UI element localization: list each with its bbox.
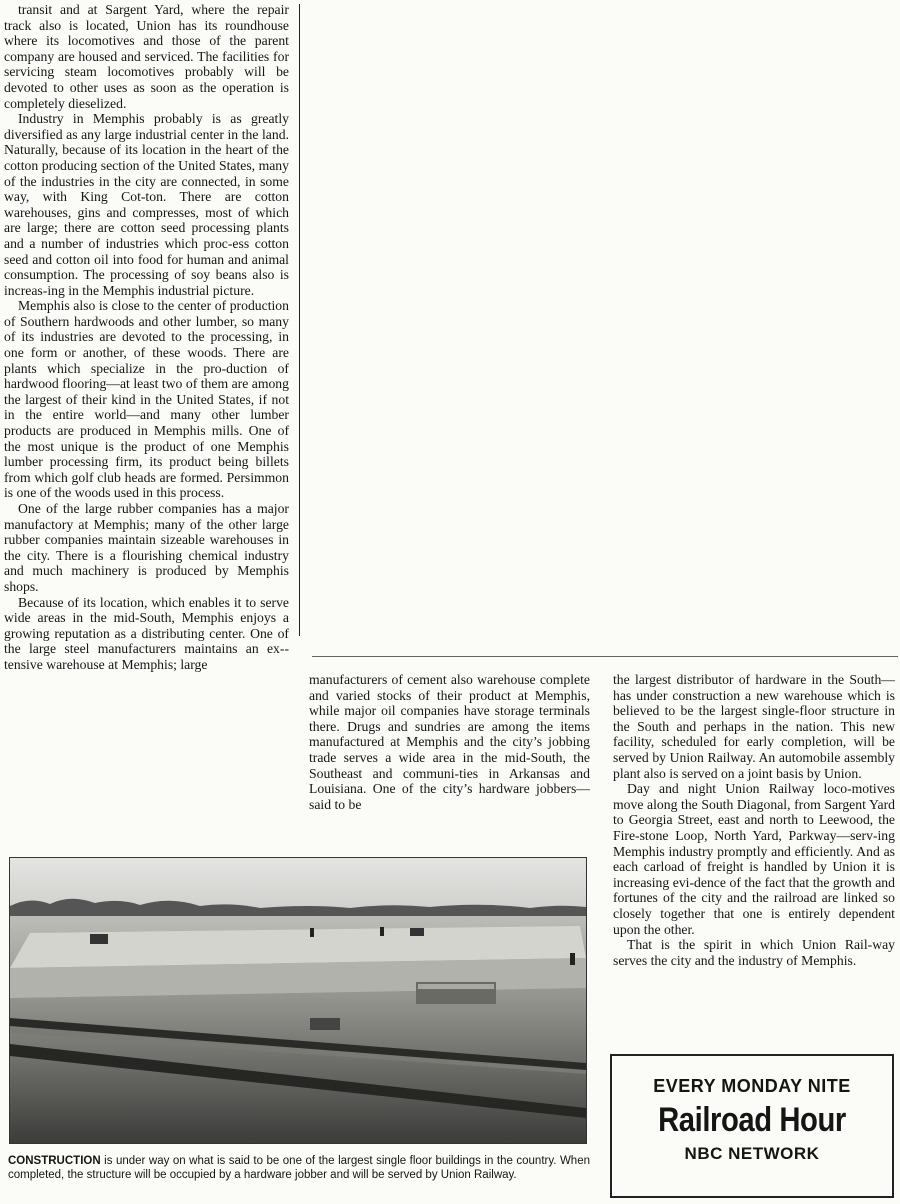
caption-lead: CONSTRUCTION <box>8 1155 101 1167</box>
paragraph: the largest distributor of hardware in the South—has under construction a new warehouse which is believed to be the largest single-floor structure in the South and perhaps in the nation. This new facility, scheduled for early completion, will be served by Union Railway. An automobile assembly plant also is served on a joint basis by Union. <box>613 672 895 781</box>
section-divider <box>312 656 898 657</box>
paragraph: Industry in Memphis probably is as greatly diversified as any large industrial center in the land. Naturally, because of its location in the heart of the cotton producing section of the United States, many of the industries in the city are connected, in some way, with King Cot-ton. There are cotton warehouses, gins and compresses, most of which are large; there are cotton seed processing plants and a number of industries which proc-ess cotton seed and cotton oil into food for human and animal consumption. The processing of soy beans also is increas-ing in the Memphis industrial picture. <box>4 111 289 298</box>
paragraph: Day and night Union Railway loco-motives move along the South Diagonal, from Sargent Yard to Georgia Street, east and north to Leewood, the Fire-stone Loop, North Yard, Parkway—serv-ing Memphis industry promptly and efficiently. And as each carload of freight is handled by Union it is increasing evi-dence of the fact that the growth and fortunes of the city and the railroad are linked so closely together that one is entirely dependent upon the other. <box>613 781 895 937</box>
column-divider <box>299 4 300 636</box>
ad-title: Railroad Hour <box>658 1101 846 1139</box>
paragraph: That is the spirit in which Union Rail-way serves the city and the industry of Memphis. <box>613 937 895 968</box>
paragraph: manufacturers of cement also warehouse complete and varied stocks of their product at Memphis, while major oil companies have storage terminals there. Drugs and sundries are among the items manufactured at Memphis and the city’s jobbing trade serves a wide area in the mid-South, the Southeast and communi-ties in Arkansas and Louisiana. One of the city’s hardware jobbers—said to be <box>309 672 590 812</box>
paragraph: Because of its location, which enables it to serve wide areas in the mid-South, Memphis enjoys a growing reputation as a distributing center. One of the large steel manufacturers maintains an ex-tensive warehouse at Memphis; large <box>4 594 289 672</box>
photo-caption <box>8 1155 590 1182</box>
article-column-3 <box>613 672 895 968</box>
ad-line-1: EVERY MONDAY NITE <box>653 1076 851 1096</box>
caption-text: is under way on what is said to be one of the largest single floor buildings in the country. When completed, the structure will be occupied by a hardware jobber and will be served by Union Railway. <box>8 1155 590 1181</box>
ad-line-3: NBC NETWORK <box>684 1144 820 1163</box>
railroad-hour-ad <box>610 1054 894 1198</box>
construction-photo <box>9 857 587 1144</box>
article-column-1 <box>4 2 289 673</box>
paragraph: One of the large rubber companies has a major manufactory at Memphis; many of the other large rubber companies maintain sizeable warehouses in the city. There is a flourishing chemical industry and much machinery is produced by Memphis shops. <box>4 501 289 594</box>
paragraph: transit and at Sargent Yard, where the repair track also is located, Union has its roundhouse where its locomotives and those of the parent company are housed and serviced. The facilities for servicing steam locomotives probably will be devoted to other uses as soon as the operation is completely dieselized. <box>4 2 289 111</box>
paragraph: Memphis also is close to the center of production of Southern hardwoods and other lumber, so many of its industries are devoted to the processing, in one form or another, of these woods. There are plants which specialize in the pro-duction of hardwood flooring—at least two of them are among the largest of their kind in the United States, if not in the entire world—and many other lumber products are produced in Memphis mills. One of the most unique is the product of one Memphis lumber processing firm, its product being billets from which golf club heads are formed. Persimmon is one of the woods used in this process. <box>4 298 289 501</box>
article-column-2 <box>309 672 590 812</box>
